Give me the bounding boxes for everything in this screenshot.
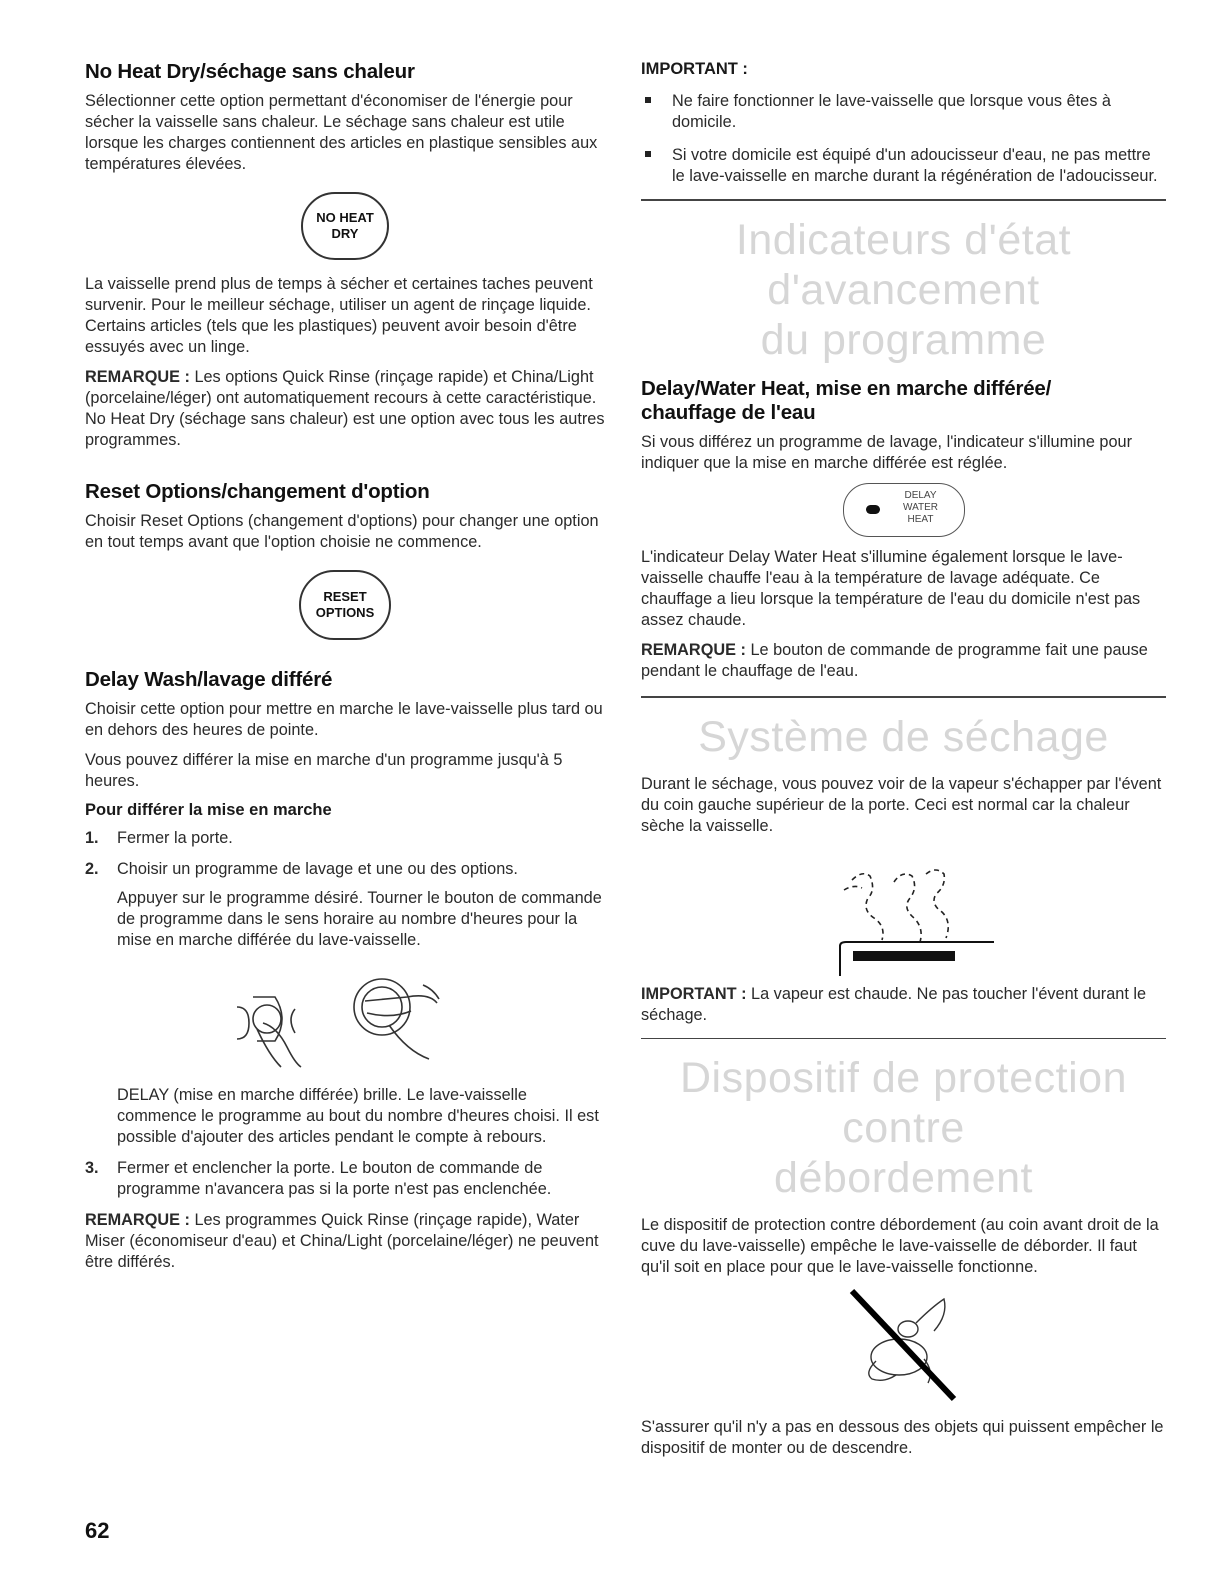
no-heat-dry-details: La vaisselle prend plus de temps à sécher et certaines taches peuvent survenir. Pour le meilleur séchage, utiliser un agent de rinçage liquide. Certains articles (tels que les plastiques) peuvent avoir besoin d'être essuyés avec un linge.	[85, 275, 593, 356]
delay-water-note	[641, 640, 1166, 682]
page-number: 62	[85, 1518, 110, 1543]
reset-options-text: Choisir Reset Options (changement d'options) pour changer une option en tout temps avant que l'option choisie ne commence.	[85, 512, 599, 551]
banner-line: du programme	[760, 316, 1047, 364]
step-detail: DELAY (mise en marche différée) brille. Le lave-vaisselle commence le programme au bout du nombre d'heures choisi. Il est possible d'ajouter des articles pendant le compte à rebours.	[117, 1086, 599, 1146]
overflow-clearance-note: S'assurer qu'il n'y a pas en dessous des objets qui puissent empêcher le dispositif de monter ou de descendre.	[641, 1418, 1164, 1457]
reset-options-button-icon	[299, 570, 391, 640]
heading-line: Delay/Water Heat, mise en marche différée/	[641, 377, 1052, 400]
banner-line: Dispositif de protection contre	[680, 1054, 1127, 1152]
control-knob-illustration	[197, 967, 477, 1077]
list-item: Si votre domicile est équipé d'un adoucisseur d'eau, ne pas mettre le lave-vaisselle en marche durant la régénération de l'adoucisseur.	[641, 145, 1166, 187]
important-bullets	[641, 91, 1166, 187]
no-heat-dry-note	[85, 367, 605, 451]
no-heat-dry-button-icon	[301, 192, 389, 260]
note-text: Le bouton de commande de programme fait une pause pendant le chauffage de l'eau.	[641, 641, 1148, 680]
important-text: La vapeur est chaude. Ne pas toucher l'évent durant le séchage.	[641, 985, 1147, 1024]
reset-options-heading: Reset Options/changement d'option	[85, 480, 430, 503]
indicator-light-icon	[866, 505, 880, 514]
delay-wash-heading: Delay Wash/lavage différé	[85, 668, 333, 691]
important-label: IMPORTANT :	[641, 985, 747, 1003]
list-item	[85, 1158, 605, 1200]
step-text: Choisir un programme de lavage et une ou des options.	[117, 860, 518, 878]
steam-vent-illustration	[804, 846, 1004, 976]
right-column	[641, 60, 1166, 1468]
step-text: Fermer et enclencher la porte. Le bouton de commande de programme n'avancera pas si la porte n'est pas enclenchée.	[117, 1159, 552, 1198]
no-heat-dry-button-line1: NO HEAT	[316, 210, 374, 225]
note-text: Les programmes Quick Rinse (rinçage rapide), Water Miser (économiseur d'eau) et China/Light (porcelaine/léger) ne peuvent être différés.	[85, 1211, 599, 1271]
banner-line: débordement	[774, 1154, 1033, 1202]
note-label: REMARQUE :	[641, 641, 746, 659]
delay-wash-hours: Vous pouvez différer la mise en marche d'un programme jusqu'à 5 heures.	[85, 751, 563, 790]
delay-water-heat-indicator	[843, 483, 965, 537]
drying-intro: Durant le séchage, vous pouvez voir de la vapeur s'échapper par l'évent du coin gauche supérieur de la porte. Ceci est normal car la chaleur sèche la vaisselle.	[641, 775, 1162, 835]
heading-line: chauffage de l'eau	[641, 401, 816, 424]
step-text: Fermer la porte.	[117, 829, 233, 847]
step-number: 2.	[85, 860, 99, 878]
overflow-description: Le dispositif de protection contre débordement (au coin avant droit de la cuve du lave-vaisselle) empêche le lave-vaisselle de déborder. Il faut qu'il soit en place pour que le lave-vaisselle fonctionne.	[641, 1216, 1159, 1276]
note-text: Les options Quick Rinse (rinçage rapide) et China/Light (porcelaine/léger) ont automatiquement recours à cette caractéristique. No Heat Dry (séchage sans chaleur) est une option avec tous les autres programmes.	[85, 368, 605, 449]
section-banner-overflow-protection	[641, 1038, 1166, 1203]
no-heat-dry-heading: No Heat Dry/séchage sans chaleur	[85, 60, 415, 83]
left-column	[85, 60, 605, 1282]
overflow-float-illustration	[824, 1287, 984, 1407]
delay-wash-intro: Choisir cette option pour mettre en marche le lave-vaisselle plus tard ou en dehors des heures de pointe.	[85, 700, 603, 739]
important-heading: IMPORTANT :	[641, 60, 748, 78]
no-heat-dry-intro: Sélectionner cette option permettant d'économiser de l'énergie pour sécher la vaisselle sans chaleur. Le séchage sans chaleur est utile lorsque les charges contiennent des articles en plastique sensibles aux températures élevées.	[85, 92, 598, 173]
reset-button-line2: OPTIONS	[315, 605, 375, 620]
list-item	[85, 859, 605, 1148]
delay-water-heat-heading	[641, 377, 1166, 425]
banner-line: Indicateurs d'état d'avancement	[735, 216, 1072, 314]
step-number: 1.	[85, 829, 99, 847]
drying-important	[641, 984, 1166, 1026]
note-label: REMARQUE :	[85, 368, 190, 386]
note-label: REMARQUE :	[85, 1211, 190, 1229]
no-heat-dry-button-line2: DRY	[331, 226, 359, 241]
list-item	[85, 828, 605, 849]
delay-water-details: L'indicateur Delay Water Heat s'illumine également lorsque le lave-vaisselle chauffe l'eau à la température de lavage adéquate. Ce chauffage a lieu lorsque la température de l'eau du domicile n'est pas assez chaude.	[641, 548, 1141, 629]
section-banner-progress-indicators	[641, 199, 1166, 365]
list-item: Ne faire fonctionner le lave-vaisselle que lorsque vous êtes à domicile.	[641, 91, 1166, 133]
delay-wash-note	[85, 1210, 605, 1273]
delay-steps-list	[85, 828, 605, 1200]
step-number: 3.	[85, 1159, 99, 1177]
indicator-label-heat: HEAT	[907, 514, 934, 525]
delay-procedure-subheading: Pour différer la mise en marche	[85, 801, 332, 819]
delay-water-intro: Si vous différez un programme de lavage, l'indicateur s'illumine pour indiquer que la mise en marche différée est réglée.	[641, 433, 1132, 472]
indicator-label-delay: DELAY	[904, 490, 937, 501]
step-detail: Appuyer sur le programme désiré. Tourner le bouton de commande de programme dans le sens horaire au nombre d'heures pour la mise en marche différée du lave-vaisselle.	[117, 889, 602, 949]
indicator-label-water: WATER	[903, 502, 938, 513]
reset-button-line1: RESET	[323, 589, 367, 604]
banner-line: Système de séchage	[698, 713, 1109, 761]
section-banner-drying-system	[641, 696, 1166, 762]
